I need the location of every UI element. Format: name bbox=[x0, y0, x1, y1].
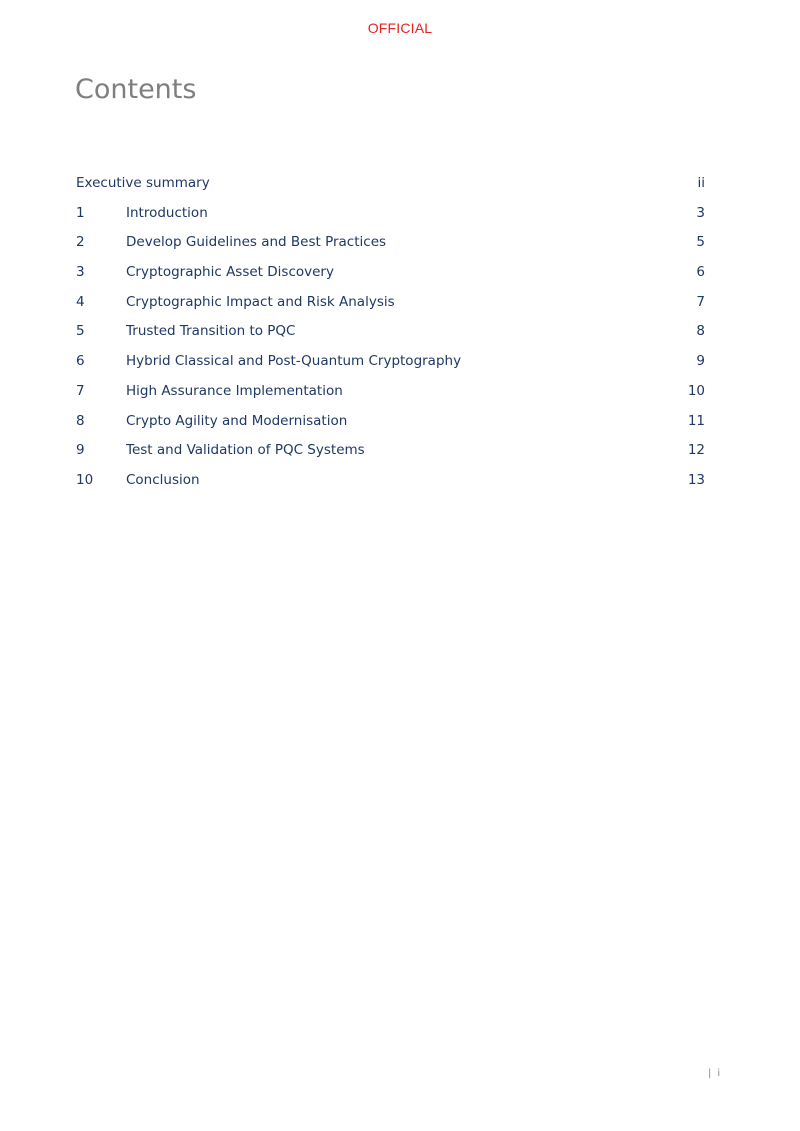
toc-entry-number: 2 bbox=[76, 234, 85, 251]
toc-entry-number: 3 bbox=[76, 264, 85, 281]
toc-entry-test-validation[interactable] bbox=[76, 438, 705, 468]
footer-page-number: i bbox=[717, 1068, 721, 1079]
toc-entry-number: 1 bbox=[76, 204, 85, 221]
toc-entry-title: Crypto Agility and Modernisation bbox=[126, 412, 348, 429]
toc-entry-guidelines[interactable] bbox=[76, 230, 705, 260]
toc-entry-introduction[interactable] bbox=[76, 201, 705, 231]
toc-entry-page: 10 bbox=[687, 382, 705, 399]
toc-entry-page: 12 bbox=[687, 442, 705, 459]
page-footer bbox=[708, 1068, 720, 1079]
toc-entry-title: Executive summary bbox=[76, 175, 210, 191]
toc-entry-title: Conclusion bbox=[126, 471, 200, 488]
toc-entry-asset-discovery[interactable] bbox=[76, 260, 705, 290]
toc-entry-number: 9 bbox=[76, 442, 85, 459]
toc-entry-number: 8 bbox=[76, 412, 85, 429]
toc-entry-number: 5 bbox=[76, 323, 85, 340]
toc-entry-conclusion[interactable] bbox=[76, 468, 705, 498]
toc-entry-page: 8 bbox=[696, 323, 705, 340]
toc-entry-number: 7 bbox=[76, 382, 85, 399]
toc-entry-risk-analysis[interactable] bbox=[76, 290, 705, 320]
toc-entry-title: Hybrid Classical and Post-Quantum Cryptography bbox=[126, 353, 462, 370]
toc-entry-number: 10 bbox=[76, 471, 94, 488]
toc-entry-title: Develop Guidelines and Best Practices bbox=[126, 234, 387, 251]
toc-entry-crypto-agility[interactable] bbox=[76, 409, 705, 439]
toc-entry-executive-summary[interactable] bbox=[76, 171, 705, 201]
toc-entry-page: 11 bbox=[687, 412, 705, 429]
toc-entry-number: 4 bbox=[76, 293, 85, 310]
toc-entry-trusted-transition[interactable] bbox=[76, 319, 705, 349]
toc-entry-hybrid-cryptography[interactable] bbox=[76, 349, 705, 379]
toc-entry-page: ii bbox=[697, 175, 705, 191]
table-of-contents bbox=[76, 171, 705, 498]
toc-entry-page: 13 bbox=[687, 471, 705, 488]
toc-entry-page: 3 bbox=[696, 204, 705, 221]
toc-entry-page: 6 bbox=[696, 264, 705, 281]
toc-entry-high-assurance[interactable] bbox=[76, 379, 705, 409]
toc-entry-title: Cryptographic Impact and Risk Analysis bbox=[126, 293, 395, 310]
toc-entry-title: Cryptographic Asset Discovery bbox=[126, 264, 334, 281]
footer-separator: | bbox=[708, 1068, 712, 1079]
toc-entry-title: Trusted Transition to PQC bbox=[126, 323, 296, 340]
page-title: Contents bbox=[75, 74, 197, 105]
toc-entry-page: 9 bbox=[696, 353, 705, 370]
toc-entry-title: Introduction bbox=[126, 204, 208, 221]
toc-entry-page: 7 bbox=[696, 293, 705, 310]
toc-entry-title: High Assurance Implementation bbox=[126, 382, 343, 399]
toc-entry-number: 6 bbox=[76, 353, 85, 370]
classification-label: OFFICIAL bbox=[367, 20, 433, 36]
toc-entry-page: 5 bbox=[696, 234, 705, 251]
toc-entry-title: Test and Validation of PQC Systems bbox=[126, 442, 365, 459]
